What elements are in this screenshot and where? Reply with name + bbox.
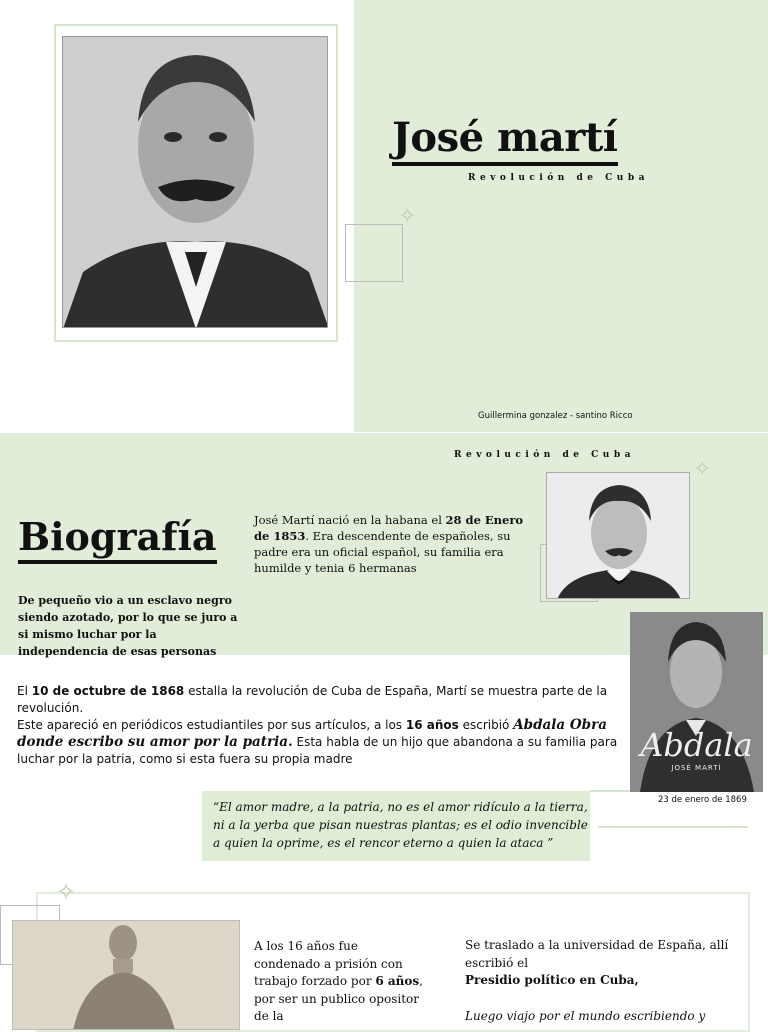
sentence-years: 6 años bbox=[375, 974, 420, 988]
biography-subtitle: Revolución de Cuba bbox=[454, 450, 635, 460]
prison-paragraph: A los 16 años fue condenado a prisión con trabajo forzado por 6 años, por ser un publico opositor de la bbox=[254, 939, 423, 1023]
university-paragraph bbox=[465, 937, 735, 1025]
abdala-work-title: Abdala Obra donde escribo su amor por la patria. bbox=[17, 717, 607, 750]
abdala-cover-title: Abdala bbox=[640, 726, 753, 764]
prison-illustration bbox=[13, 921, 240, 1030]
cover-authors: Guillermina gonzalez - santino Ricco bbox=[478, 411, 633, 421]
intro-text: . Era descendente de españoles, su padre era un oficial español, su familia era humilde y tenia 6 hermanas bbox=[254, 529, 511, 575]
connector-line bbox=[590, 790, 630, 792]
revolution-paragraph bbox=[17, 683, 625, 768]
connector-line bbox=[598, 826, 748, 828]
decorative-square bbox=[345, 224, 403, 282]
age-highlight: 16 años bbox=[405, 718, 459, 732]
abdala-caption: 23 de enero de 1869 bbox=[658, 795, 747, 805]
biography-title: Biografía bbox=[18, 518, 217, 564]
portrait-photo bbox=[62, 36, 328, 328]
intro-text: José Martí nació en la habana el bbox=[254, 513, 446, 527]
young-marti-illustration bbox=[547, 473, 690, 599]
birth-date: 28 de Enero de 1853 bbox=[254, 513, 524, 543]
cover-subtitle: Revolución de Cuba bbox=[468, 173, 649, 183]
sparkle-icon: ✧ bbox=[56, 878, 77, 906]
abdala-cover-image bbox=[630, 612, 763, 792]
quote-text: “El amor madre, a la patria, no es el amor ridículo a la tierra, ni a la yerba que pisan nuestras plantas; es el odio invencible a quien la oprime, es el rencor eterno a quien la ataca ” bbox=[213, 800, 588, 850]
revolution-line-1: El 10 de octubre de 1868 estalla la revolución de Cuba de España, Martí se muestra parte de la revolución. bbox=[17, 684, 608, 715]
travel-text: Luego viajo por el mundo escribiendo y bbox=[465, 1008, 706, 1023]
presidio-title: Presidio político en Cuba, bbox=[465, 973, 639, 987]
revolution-date: 10 de octubre de 1868 bbox=[31, 684, 185, 698]
biography-intro bbox=[254, 512, 540, 576]
sparkle-icon: ✧ bbox=[693, 457, 712, 482]
sparkle-icon: ✧ bbox=[398, 204, 417, 229]
childhood-paragraph: De pequeño vio a un esclavo negro siendo azotado, por lo que se juro a si mismo luchar por la independencia de esas personas bbox=[18, 594, 238, 658]
cover-title: José martí bbox=[392, 118, 618, 166]
portrait-illustration bbox=[63, 37, 328, 328]
prison-photo bbox=[12, 920, 240, 1030]
university-text: Se traslado a la universidad de España, allí escribió el bbox=[465, 938, 729, 970]
young-marti-photo bbox=[546, 472, 690, 599]
revolution-line-2: Este apareció en periódicos estudiantiles por sus artículos, a los 16 años escribió Abdala Obra donde escribo su amor por la patria. Esta habla de un hijo que abandona a su familia para luchar por la patria, como si esta fuera su propia madre bbox=[17, 717, 618, 766]
abdala-cover-author: JOSÉ MARTÍ bbox=[671, 764, 722, 772]
spacer bbox=[465, 990, 735, 1008]
